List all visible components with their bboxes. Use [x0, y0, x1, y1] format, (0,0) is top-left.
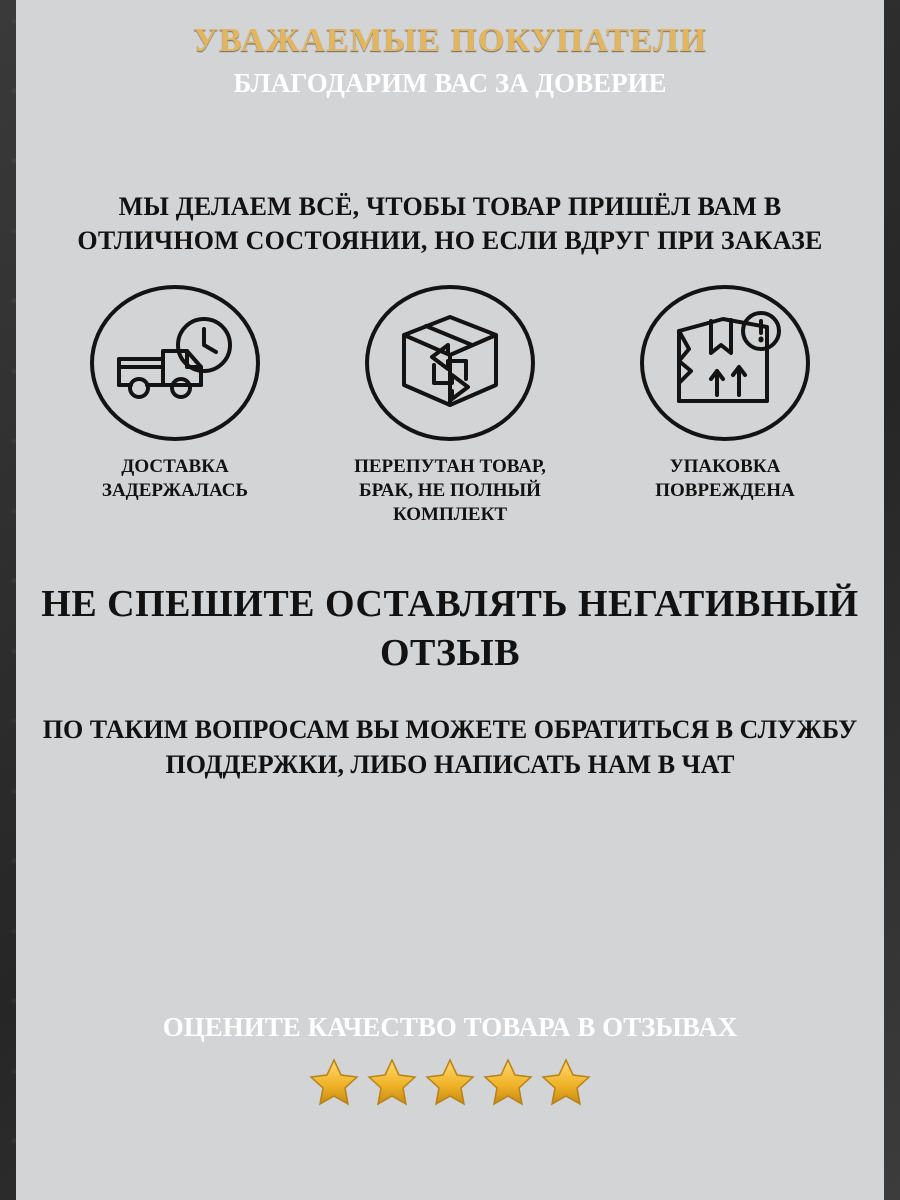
footer-title: ОЦЕНИТЕ КАЧЕСТВО ТОВАРА В ОТЗЫВАХ: [162, 1012, 738, 1042]
issue-icon-circle: [365, 285, 535, 441]
damaged-package-icon: [663, 309, 787, 417]
star-icon[interactable]: [424, 1057, 476, 1107]
star-icon[interactable]: [482, 1057, 534, 1107]
warning-text: НЕ СПЕШИТЕ ОСТАВЛЯТЬ НЕГАТИВНЫЙ ОТЗЫВ: [41, 582, 859, 674]
star-icon[interactable]: [366, 1057, 418, 1107]
issue-icon-circle: [640, 285, 810, 441]
issue-item-wrong-item: [325, 285, 575, 528]
intro-text: МЫ ДЕЛАЕМ ВСЁ, ЧТОБЫ ТОВАР ПРИШЁЛ ВАМ В ОТЛИЧНОМ СОСТОЯНИИ, НО ЕСЛИ ВДРУГ ПРИ ЗАКАЗЕ: [77, 192, 823, 256]
issue-item-delivery: [50, 285, 300, 504]
header-subtitle: БЛАГОДАРИМ ВАС ЗА ДОВЕРИЕ: [233, 68, 667, 98]
rating-stars[interactable]: [308, 1057, 592, 1107]
star-icon[interactable]: [308, 1057, 360, 1107]
issue-icon-circle: [90, 285, 260, 441]
issue-item-damaged-package: [600, 285, 850, 504]
delivery-truck-clock-icon: [111, 311, 239, 415]
issue-caption: ПЕРЕПУТАН ТОВАР, БРАК, НЕ ПОЛНЫЙ КОМПЛЕКТ: [354, 455, 546, 526]
issue-caption: ДОСТАВКА ЗАДЕРЖАЛАСЬ: [101, 455, 249, 501]
support-text: ПО ТАКИМ ВОПРОСАМ ВЫ МОЖЕТЕ ОБРАТИТЬСЯ В СЛУЖБУ ПОДДЕРЖКИ, ЛИБО НАПИСАТЬ НАМ В ЧАТ: [42, 715, 858, 780]
main-content: [40, 190, 860, 783]
header: [0, 22, 900, 100]
footer: [0, 985, 900, 1200]
issue-caption: УПАКОВКА ПОВРЕЖДЕНА: [655, 455, 795, 501]
page-title: УВАЖАЕМЫЕ ПОКУПАТЕЛИ: [192, 22, 708, 59]
star-icon[interactable]: [540, 1057, 592, 1107]
box-exchange-arrows-icon: [390, 309, 510, 417]
issue-icons-row: [40, 285, 860, 528]
